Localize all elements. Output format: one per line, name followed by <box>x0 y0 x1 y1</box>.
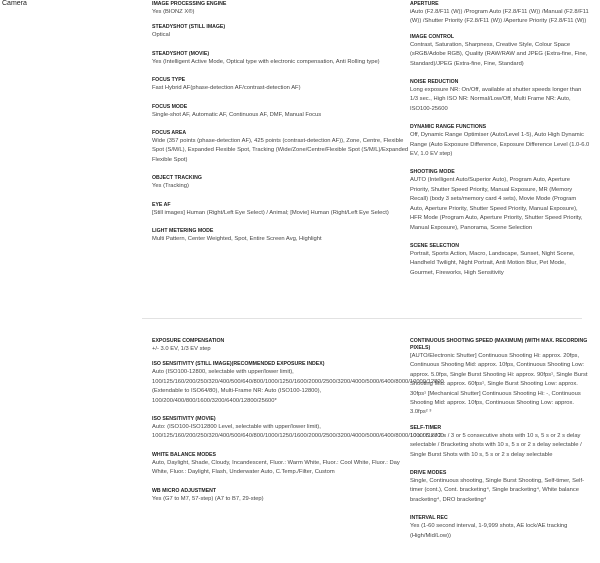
spec-value: Optical <box>152 32 171 39</box>
spec-value: [AUTO/Electronic Shutter] Continuous Shooting Hi: approx. 20fps, Continuous Shooting Mid: approx. 10fps, Continuous Shooting Low: approx. 5.0fps, Single Burst Shooting Hi: approx. 90fps¹, Single Burst Shooting Mid: approx. 60fps¹, Single Burst Shooting Low: approx. 30fps¹ [Mechanical Shutter] Continuous Shooting Hi: -, Continuous Shooting Mid: approx. 10fps, Continuous Shooting Low: approx. 3.0fps² ³ <box>410 353 588 416</box>
spec-label: FOCUS TYPE <box>152 77 186 84</box>
spec-value: [Still images] Human (Right/Left Eye Select) / Animal; [Movie] Human (Right/Left Eye Select) <box>152 209 389 216</box>
spec-label: OBJECT TRACKING <box>152 175 202 182</box>
spec-label: ISO SENSITIVITY (STILL IMAGE)(RECOMMENDED EXPOSURE INDEX) <box>152 361 325 368</box>
spec-label: LIGHT METERING MODE <box>152 228 214 235</box>
spec-item <box>152 488 414 504</box>
spec-value: Contrast, Saturation, Sharpness, Creative Style, Colour Space (sRGB/Adobe RGB), Quality (RAW/RAW and JPEG (Extra-fine, Fine, Standard)/JPEG (Extra-fine, Fine, Standard) <box>410 41 588 67</box>
spec-value: Yes (G7 to M7, 57-step) (A7 to B7, 29-step) <box>152 495 264 502</box>
spec-item <box>152 104 414 120</box>
spec-value: 10 s / 5 s / 2 s / 3 or 5 consecutive shots with 10 s, 5 s or 2 s delay selectable / Bracketing shots with 10 s, 5 s or 2 s delay selectable / Single Burst Shots with 10 s, 5 s or 2 s delay selectable <box>410 432 582 458</box>
spec-value: Yes (1-60 second interval, 1-9,999 shots, AE lock/AE tracking (High/Mid/Low)) <box>410 523 568 539</box>
spec-value: Multi Pattern, Center Weighted, Spot, Entire Screen Avg, Highlight <box>152 236 322 243</box>
spec-item <box>410 169 590 232</box>
spec-label: STEADYSHOT (MOVIE) <box>152 50 210 57</box>
spec-item <box>152 361 444 406</box>
spec-value: Yes (Tracking) <box>152 183 189 190</box>
spec-value: Wide (357 points (phase-detection AF), 425 points (contrast-detection AF)), Zone, Centre, Flexible Spot (S/M/L), Expanded Flexible Spot, Tracking (Wide/Zone/Centre/Flexible Spot (S/M/L)/Expanded Flexible Spot) <box>152 138 409 163</box>
spec-item <box>152 24 414 40</box>
spec-item <box>410 425 590 460</box>
spec-item <box>410 79 590 114</box>
spec-value: Auto (ISO100-12800, selectable with upper/lower limit), 100/125/160/200/250/320/400/500/640/800/1000/1250/1600/2000/2500/3200/4000/5000/6400/8000/10000/12800 (Extendable to ISO64/80), Multi-Frame NR: Auto (ISO100-12800), 100/200/400/800/1600/3200/6400/12800/25600* <box>152 369 444 404</box>
spec-label: STEADYSHOT (STILL IMAGE) <box>152 24 226 31</box>
spec-value: Yes (BIONZ X®) <box>152 9 195 15</box>
spec-item <box>152 202 414 218</box>
spec-value: Auto: (ISO100-ISO12800 Level, selectable with upper/lower limit), 100/125/160/200/250/320/400/500/640/800/1000/1250/1600/2000/2500/3200/4000/5000/6400/8000/10000/12800 <box>152 424 444 440</box>
spec-label: WHITE BALANCE MODES <box>152 451 216 458</box>
spec-item <box>152 338 414 354</box>
spec-item <box>410 1 590 27</box>
spec-label: ISO SENSITIVITY (MOVIE) <box>152 416 216 423</box>
spec-value: Yes (Intelligent Active Mode, Optical type with electronic compensation, Anti Rolling type) <box>152 58 380 65</box>
spec-value: Long exposure NR: On/Off, available at shutter speeds longer than 1/3 sec., High ISO NR: Normal/Low/Off, Multi Frame NR: Auto, ISO100-25600 <box>410 87 582 112</box>
spec-item <box>410 515 590 541</box>
spec-label: NOISE REDUCTION <box>410 79 459 86</box>
spec-label: DYNAMIC RANGE FUNCTIONS <box>410 124 487 131</box>
spec-item <box>152 228 414 244</box>
spec-item <box>410 124 590 159</box>
spec-item <box>410 338 590 418</box>
spec-item <box>410 34 590 69</box>
spec-label: FOCUS AREA <box>152 130 187 137</box>
spec-label: IMAGE CONTROL <box>410 33 455 40</box>
spec-label: SCENE SELECTION <box>410 242 460 249</box>
spec-value: iAuto (F2.8/F11 (W)) /Program Auto (F2.8/F11 (W)) /Manual (F2.8/F11 (W)) /Shutter Priority (F2.8/F11 (W)) /Aperture Priority (F2.8/F11 (W)) <box>410 9 589 25</box>
spec-label: DRIVE MODES <box>410 470 447 477</box>
top-left-column <box>152 1 414 254</box>
section-title: Camera <box>2 0 27 7</box>
spec-label: SELF-TIMER <box>410 424 442 431</box>
spec-item <box>152 77 414 93</box>
spec-label: SHOOTING MODE <box>410 169 455 176</box>
spec-value: +/- 3.0 EV, 1/3 EV step <box>152 346 211 352</box>
spec-item <box>152 130 414 165</box>
spec-label: FOCUS MODE <box>152 103 188 110</box>
spec-label: INTERVAL REC <box>410 515 448 522</box>
spec-value: Fast Hybrid AF(phase-detection AF/contrast-detection AF) <box>152 85 301 92</box>
spec-item <box>152 452 414 478</box>
spec-label: WB MICRO ADJUSTMENT <box>152 487 217 494</box>
spec-label: IMAGE PROCESSING ENGINE <box>152 1 227 7</box>
spec-item <box>152 175 414 191</box>
spec-value: AUTO (Intelligent Auto/Superior Auto), Program Auto, Aperture Priority, Shutter Speed Priority, Manual Exposure, MR (Memory Recall) (body 3 sets/memory card 4 sets), Movie Mode (Program Auto, Aperture Priority, Shutter Speed Priority, Manual Exposure), HFR Mode (Program Auto, Aperture Priority, Shutter Speed Priority, Manual Exposure), Panorama, Scene Selection <box>410 177 583 231</box>
section-divider <box>142 318 582 319</box>
spec-label: EXPOSURE COMPENSATION <box>152 338 225 344</box>
spec-value: Single, Continuous shooting, Single Burst Shooting, Self-timer, Self-timer (cont.), Cont. bracketing⁴, Single bracketing⁴, White balance bracketing⁴, DRO bracketing⁴ <box>410 478 585 503</box>
spec-label: EYE AF <box>152 201 171 208</box>
spec-item <box>410 243 590 278</box>
spec-value: Portrait, Sports Action, Macro, Landscape, Sunset, Night Scene, Handheld Twilight, Night Portrait, Anti Motion Blur, Pet Mode, Gourmet, Fireworks, High Sensitivity <box>410 250 575 276</box>
spec-label: APERTURE <box>410 1 439 7</box>
spec-item <box>152 1 414 17</box>
spec-value: Off, Dynamic Range Optimiser (Auto/Level 1-5), Auto High Dynamic Range (Auto Exposure Difference, Exposure Difference Level (1.0-6.0 EV, 1.0 EV step) <box>410 132 590 158</box>
top-right-column <box>410 1 590 288</box>
spec-item <box>410 470 590 505</box>
spec-value: Auto, Daylight, Shade, Cloudy, Incandescent, Fluor.: Warm White, Fluor.: Cool White, Fluor.: Day White, Fluor.: Daylight, Flash, Underwater Auto, C.Temp./Filter, Custom <box>152 459 400 476</box>
spec-label: CONTINUOUS SHOOTING SPEED (MAXIMUM) (WITH MAX. RECORDING PIXELS) <box>410 338 588 351</box>
spec-value: Single-shot AF, Automatic AF, Continuous AF, DMF, Manual Focus <box>152 111 322 118</box>
spec-item <box>152 51 414 67</box>
bottom-right-column <box>410 338 590 551</box>
